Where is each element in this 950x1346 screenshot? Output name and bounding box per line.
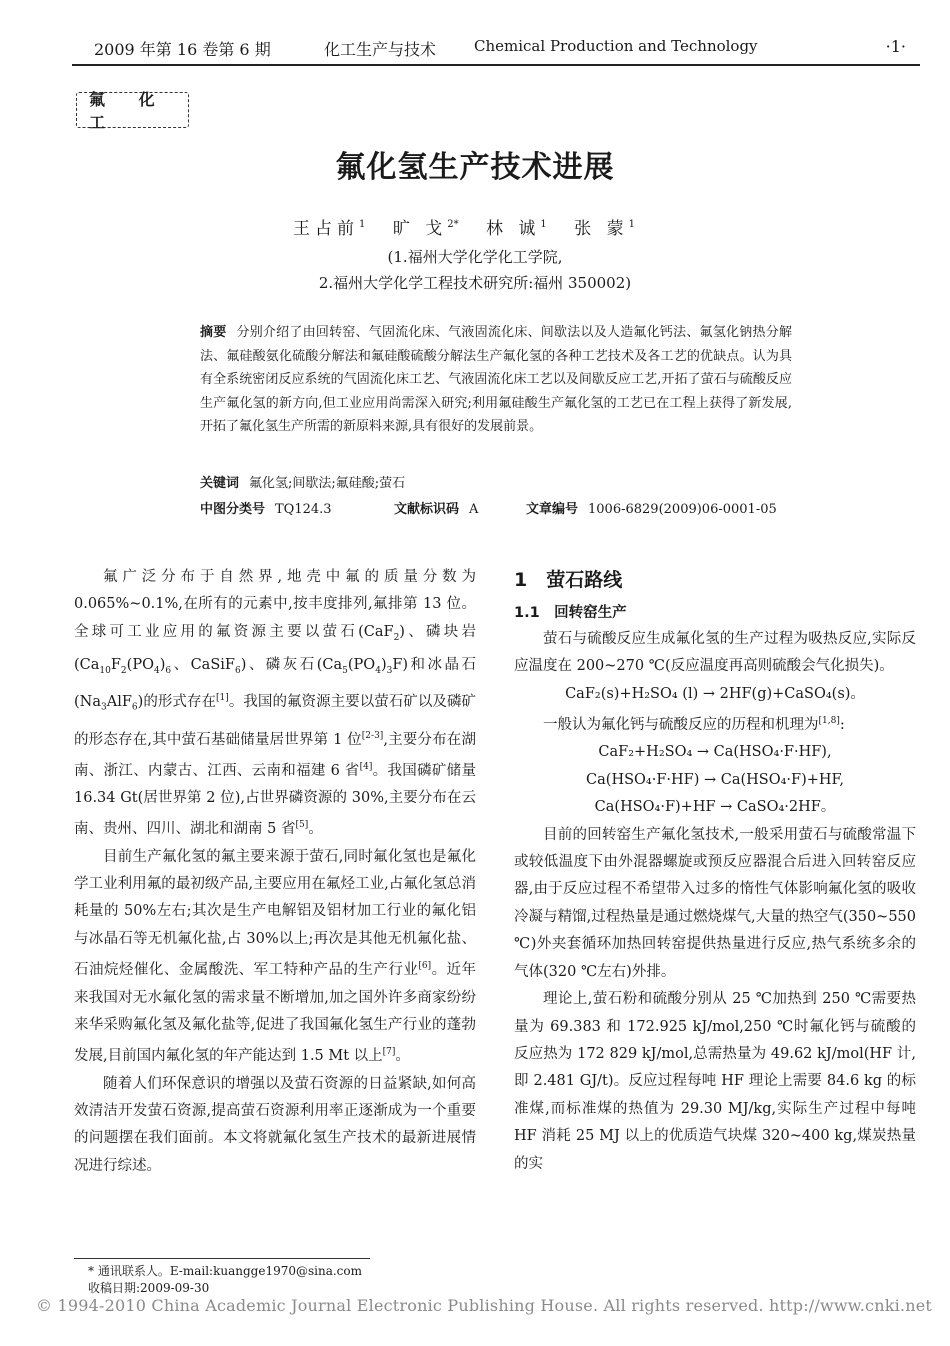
citation: [1]	[216, 693, 229, 704]
page-number: ·1·	[885, 37, 906, 56]
author-name: 林 诚	[486, 219, 541, 239]
equation: CaF₂+H₂SO₄ → Ca(HSO₄·F·HF),	[598, 744, 832, 761]
citation: [5]	[295, 820, 309, 831]
section-tag: 氟 化 工	[76, 92, 189, 128]
footnote-contact: * 通讯联系人。E-mail:kuangge1970@sina.com	[88, 1264, 363, 1278]
clc-label: 中图分类号	[200, 502, 266, 517]
equation: CaF₂(s)+H₂SO₄ (l) → 2HF(g)+CaSO₄(s)。	[565, 685, 865, 702]
author-name: 张 蒙	[574, 219, 629, 239]
clc-value: TQ124.3	[275, 502, 332, 517]
article-no-value: 1006-6829(2009)06-0001-05	[588, 502, 777, 517]
body-paragraph: 萤石与硫酸反应生成氟化氢的生产过程为吸热反应,实际反应温度在 200~270 ℃(反应温度再高则硫酸会气化损失)。	[514, 631, 916, 675]
section-heading: 1 萤石路线	[514, 569, 623, 591]
author-name: 旷 戈	[392, 219, 448, 239]
author-mark: 1	[540, 219, 547, 231]
body-paragraph: 一般认为氟化钙与硫酸反应的历程和机理为[1,8]:	[543, 716, 845, 734]
citation: [7]	[382, 1047, 396, 1058]
issue-info: 2009 年第 16 卷第 6 期	[94, 40, 271, 59]
author-mark: 1	[359, 219, 366, 231]
journal-name-cn: 化工生产与技术	[324, 40, 437, 59]
citation: [1,8]	[818, 716, 840, 727]
author-list	[0, 214, 950, 239]
keywords-text: 氟化氢;间歇法;氟硅酸;萤石	[249, 476, 406, 491]
abstract-label: 摘要	[200, 325, 227, 340]
author-mark: 1	[628, 219, 635, 231]
author-mark: 2*	[447, 219, 459, 231]
subsection-heading: 1.1 回转窑生产	[514, 605, 627, 621]
citation: [6]	[418, 961, 432, 972]
footnote-divider	[74, 1258, 370, 1259]
affiliation-line: 2.福州大学化学工程技术研究所:福州 350002)	[318, 274, 632, 292]
body-paragraph: 目前的回转窑生产氟化氢技术,一般采用萤石与硫酸常温下或较低温度下由外混器螺旋或预反应器混合后进入回转窑反应器,由于反应过程不希望带入过多的惰性气体影响氟化氢的吸收冷凝与精馏,过程热量是通过燃烧煤气,大量的热空气(350~550 ℃)外夹套循环加热回转窑提供热量进行反应,热气系统多余的气体(320 ℃左右)外排。	[514, 826, 916, 980]
copyright-notice: © 1994-2010 China Academic Journal Electronic Publishing House. All rights reserved. http://www.cnki.net	[36, 1296, 933, 1315]
keywords	[200, 472, 792, 491]
affiliation-line: (1.福州大学化学化工学院,	[387, 248, 563, 266]
citation: [2-3]	[361, 730, 384, 741]
body-paragraph: 目前生产氟化氢的氟主要来源于萤石,同时氟化氢也是氟化学工业利用氟的最初级产品,主要应用在氟烃工业,占氟化氢总消耗量的 50%左右;其次是生产电解铝及铝材加工行业的氟化铝与冰晶石等无机氟化盐,占 30%以上;再次是其他无机氟化盐、石油烷烃催化、金属酸洗、军工特种产品的生产行业[6]。近年来我国对无水氟化氢的需求量不断增加,加之国外许多商家纷纷来华采购氟化氢及氟化盐等,促进了我国氟化氢生产行业的蓬勃发展,目前国内氟化氢的年产能达到 1.5 Mt 以上[7]。	[74, 848, 477, 1065]
equation: Ca(HSO₄·F·HF) → Ca(HSO₄·F)+HF,	[586, 771, 844, 788]
body-paragraph: 氟广泛分布于自然界,地壳中氟的质量分数为0.065%~0.1%,在所有的元素中,按丰度排列,氟排第 13 位。全球可工业应用的氟资源主要以萤石(CaF$_2$)、磷块岩($Ca_{10}F_2(PO_4)_6$、CaSiF$_6$)、磷灰石$(Ca_5(PO_4)_3F)$和冰晶石$(Na_3AlF_6)$的形式存在[1]。我国的氟资源主要以萤石矿以及磷矿的形态存在,其中萤石基础储量居世界第 1 位[2-3],主要分布在湖南、浙江、内蒙古、江西、云南和福建 6 省[4]。我国磷矿储量 16.34 Gt(居世界第 2 位),占世界磷资源的 30%,主要分布在云南、贵州、四川、湖北和湖南 5 省[5]。	[74, 569, 476, 838]
right-column	[514, 564, 916, 1178]
citation: [4]	[359, 761, 373, 772]
abstract-text: 分别介绍了由回转窑、气固流化床、气液固流化床、间歇法以及人造氟化钙法、氟氢化钠热分解法、氟硅酸氨化硫酸分解法和氟硅酸硫酸分解法生产氟化氢的各种工艺技术及各工艺的优缺点。认为具有全系统密闭反应系统的气固流化床工艺、气液固流化床工艺以及间歇反应工艺,开拓了萤石与硫酸反应生产氟化氢的新方向,但工业应用尚需深入研究;利用氟硅酸生产氟化氢的工艺已在工程上获得了新发展,开拓了氟化氢生产所需的新原料来源,具有很好的发展前景。	[200, 325, 792, 435]
left-column	[74, 564, 476, 1180]
article-no-label: 文章编号	[526, 502, 579, 517]
abstract	[200, 321, 792, 439]
paper-title: 氟化氢生产技术进展	[335, 150, 615, 185]
equation: Ca(HSO₄·F)+HF → CaSO₄·2HF。	[594, 799, 836, 816]
footnote-received: 收稿日期:2009-09-30	[88, 1281, 210, 1295]
doc-code-value: A	[469, 502, 479, 517]
journal-name-en: Chemical Production and Technology	[474, 37, 758, 55]
body-paragraph: 理论上,萤石粉和硫酸分别从 25 ℃加热到 250 ℃需要热量为 69.383 和 172.925 kJ/mol,250 ℃时氟化钙与硫酸的反应热为 172 829 kJ/mol,总需热量为 49.62 kJ/mol(HF 计,即 2.481 GJ/t)。反应过程每吨 HF 理论上需要 84.6 kg 的标准煤,而标准煤的热值为 29.30 MJ/kg,实际生产过程中每吨 HF 消耗 25 MJ 以上的优质造气块煤 320~400 kg,煤炭热量的实	[514, 991, 916, 1172]
body-paragraph: 随着人们环保意识的增强以及萤石资源的日益紧缺,如何高效清洁开发萤石资源,提高萤石资源利用率正逐渐成为一个重要的问题摆在我们面前。本文将就氟化氢生产技术的最新进展情况进行综述。	[74, 1075, 476, 1174]
doc-code-label: 文献标识码	[394, 502, 460, 517]
running-header	[72, 34, 920, 66]
keywords-label: 关键词	[200, 476, 240, 491]
author-name: 王占前	[293, 219, 360, 239]
